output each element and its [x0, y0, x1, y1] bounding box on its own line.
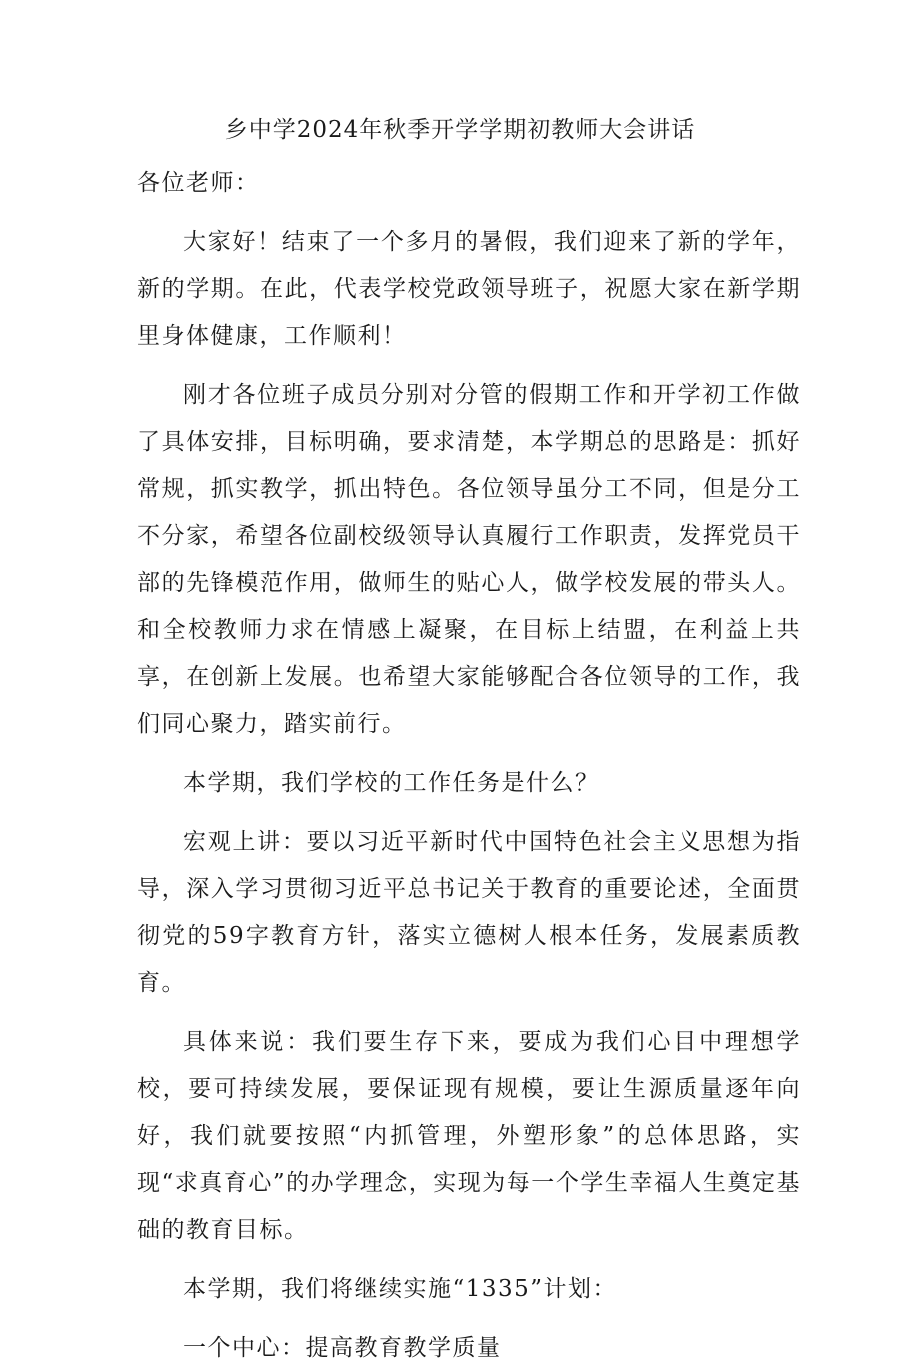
- salutation: 各位老师：: [137, 170, 260, 196]
- document-body: [137, 160, 801, 1372]
- paragraph-leadership: 刚才各位班子成员分别对分管的假期工作和开学初工作做了具体安排，目标明确，要求清楚，本学期总的思路是：抓好常规，抓实教学，抓出特色。各位领导虽分工不同，但是分工不分家，希望各位副校级领导认真履行工作职责，发挥党员干部的先锋模范作用，做师生的贴心人，做学校发展的带头人。和全校教师力求在情感上凝聚，在目标上结盟，在利益上共享，在创新上发展。也希望大家能够配合各位领导的工作，我们同心聚力，踏实前行。: [137, 382, 801, 737]
- document-title: 乡中学2024年秋季开学学期初教师大会讲话: [224, 117, 696, 143]
- paragraph-plan: 本学期，我们将继续实施“1335”计划：: [183, 1276, 618, 1302]
- paragraph-greeting: 大家好！结束了一个多月的暑假，我们迎来了新的学年，新的学期。在此，代表学校党政领导班子，祝愿大家在新学期里身体健康，工作顺利！: [137, 229, 801, 349]
- paragraph-macro: 宏观上讲：要以习近平新时代中国特色社会主义思想为指导，深入学习贯彻习近平总书记关于教育的重要论述，全面贯彻党的59字教育方针，落实立德树人根本任务，发展素质教育。: [137, 829, 801, 996]
- paragraph-specific: 具体来说：我们要生存下来，要成为我们心目中理想学校，要可持续发展，要保证现有规模，要让生源质量逐年向好，我们就要按照“内抓管理，外塑形象”的总体思路，实现“求真育心”的办学理念，实现为每一个学生幸福人生奠定基础的教育目标。: [137, 1029, 801, 1243]
- paragraph-question: 本学期，我们学校的工作任务是什么？: [183, 770, 600, 796]
- paragraph-center: 一个中心：提高教育教学质量: [183, 1335, 502, 1361]
